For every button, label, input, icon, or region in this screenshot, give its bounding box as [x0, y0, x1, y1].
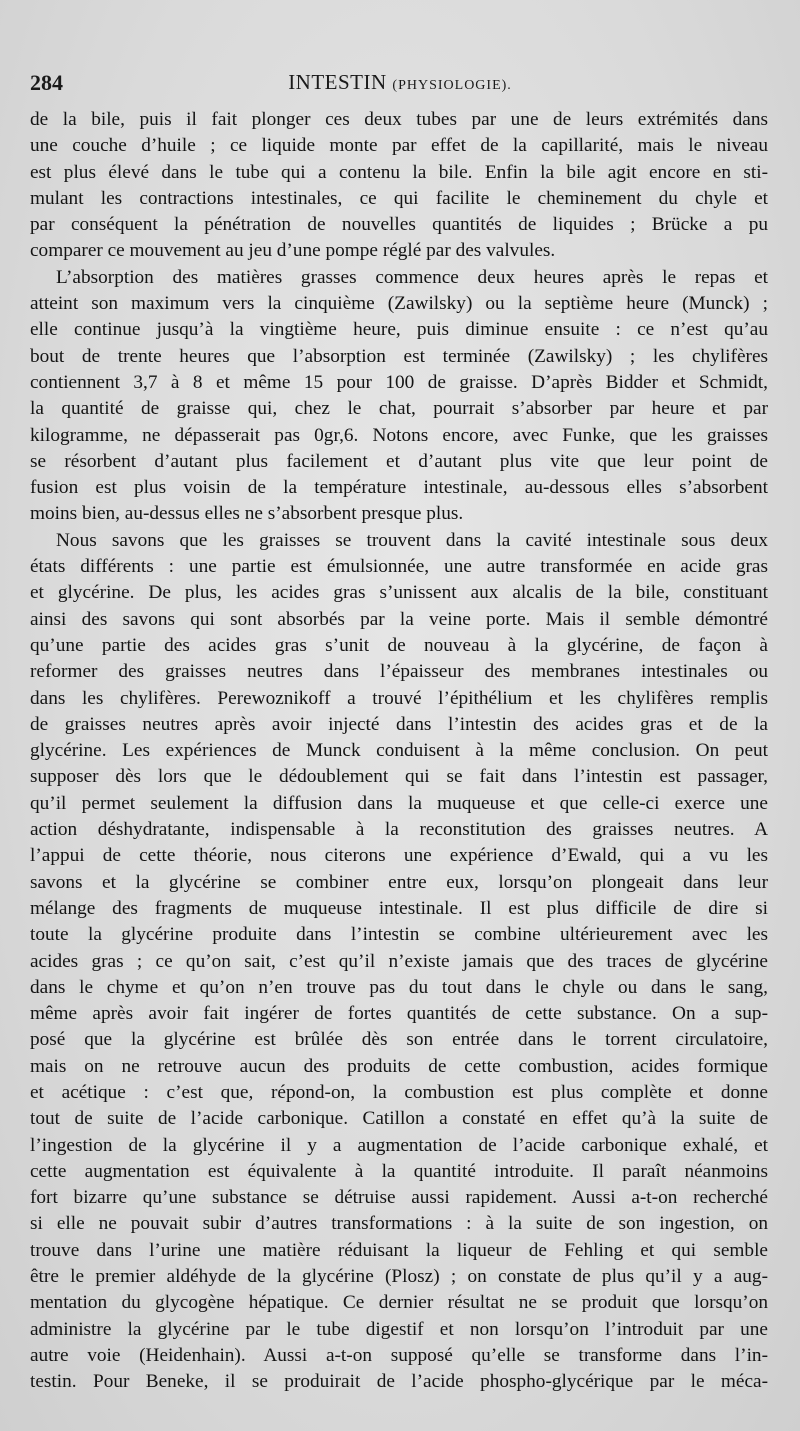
text-line: L’absorption des matières grasses commence deux heures après le repas et [56, 266, 768, 288]
text-line: même après avoir fait ingérer de fortes quantités de cette substance. On a sup- [30, 1003, 768, 1025]
text-line: mentation du glycogène hépatique. Ce dernier résultat ne se produit que lorsqu’on [30, 1292, 768, 1314]
text-line: et acétique : c’est que, répond-on, la combustion est plus complète et donne [30, 1081, 768, 1103]
text-line: mélange des fragments de muqueuse intestinale. Il est plus difficile de dire si [30, 897, 768, 919]
text-line: autre voie (Heidenhain). Aussi a-t-on supposé qu’elle se transforme dans l’in- [30, 1344, 768, 1366]
text-line: kilogramme, ne dépasserait pas 0gr,6. Notons encore, avec Funke, que les graisses [30, 424, 768, 446]
text-line: trouve dans l’urine une matière réduisant la liqueur de Fehling et qui semble [30, 1239, 768, 1261]
text-line: dans les chylifères. Perewoznikoff a trouvé l’épithélium et les chylifères remplis [30, 687, 768, 709]
text-line: supposer dès lors que le dédoublement qui se fait dans l’intestin est passager, [30, 766, 768, 788]
text-line: être le premier aldéhyde de la glycérine (Plosz) ; on constate de plus qu’il y a aug- [30, 1266, 768, 1288]
text-line: états différents : une partie est émulsionnée, une autre transformée en acide gras [30, 556, 768, 578]
text-line: une couche d’huile ; ce liquide monte par effet de la capillarité, mais le niveau [30, 135, 768, 157]
text-line: de la bile, puis il fait plonger ces deux tubes par une de leurs extrémités dans [30, 109, 768, 130]
running-title-main: INTESTIN [288, 70, 387, 94]
text-line: dans le chyme et qu’on n’en trouve pas du tout dans le chyle ou dans le sang, [30, 976, 768, 998]
text-line: de graisses neutres après avoir injecté dans l’intestin des acides gras et de la [30, 713, 768, 735]
text-line: posé que la glycérine est brûlée dès son entrée dans le torrent circulatoire, [30, 1029, 768, 1051]
page-header [30, 70, 770, 100]
text-line: mulant les contractions intestinales, ce qui facilite le cheminement du chyle et [30, 187, 768, 209]
text-line: est plus élevé dans le tube qui a contenu la bile. Enfin la bile agit encore en sti- [30, 161, 768, 183]
text-line: l’ingestion de la glycérine il y a augmentation de l’acide carbonique exhalé, et [30, 1134, 768, 1156]
page-number: 284 [30, 70, 63, 95]
text-line: contiennent 3,7 à 8 et même 15 pour 100 de graisse. D’après Bidder et Schmidt, [30, 371, 768, 393]
text-line: toute la glycérine produite dans l’intestin se combine ultérieurement avec les [30, 924, 768, 946]
text-line: comparer ce mouvement au jeu d’une pompe réglé par des valvules. [30, 240, 556, 262]
body-text [30, 107, 768, 1396]
text-line: fort bizarre qu’une substance se détruise aussi rapidement. Aussi a-t-on recherché [30, 1187, 768, 1209]
running-title-subtitle: (PHYSIOLOGIE). [392, 78, 512, 93]
text-line: se résorbent d’autant plus facilement et d’autant plus vite que leur point de [30, 450, 768, 472]
text-line: elle continue jusqu’à la vingtième heure, puis diminue ensuite : ce n’est qu’au [30, 319, 768, 341]
running-title [30, 70, 770, 95]
text-line: glycérine. Les expériences de Munck conduisent à la même conclusion. On peut [30, 740, 768, 762]
text-line: tout de suite de l’acide carbonique. Catillon a constaté en effet qu’à la suite de [30, 1108, 768, 1130]
text-line: mais on ne retrouve aucun des produits de cette combustion, acides formique [30, 1055, 768, 1077]
text-line: cette augmentation est équivalente à la quantité introduite. Il paraît néanmoins [30, 1160, 768, 1182]
text-line: ainsi des savons qui sont absorbés par la veine porte. Mais il semble démontré [30, 608, 768, 630]
text-line: atteint son maximum vers la cinquième (Zawilsky) ou la septième heure (Munck) ; [30, 293, 768, 315]
text-line: et glycérine. De plus, les acides gras s’unissent aux alcalis de la bile, constituant [30, 582, 768, 604]
text-line: savons et la glycérine se combiner entre eux, lorsqu’on plongeait dans leur [30, 871, 768, 893]
text-line: par conséquent la pénétration de nouvelles quantités de liquides ; Brücke a pu [30, 214, 768, 236]
text-line: qu’une partie des acides gras s’unit de nouveau à la glycérine, de façon à [30, 634, 768, 656]
text-line: testin. Pour Beneke, il se produirait de l’acide phospho-glycérique par le méca- [30, 1371, 768, 1393]
text-line: qu’il permet seulement la diffusion dans la muqueuse et que celle-ci exerce une [30, 792, 768, 814]
text-line: action déshydratante, indispensable à la reconstitution des graisses neutres. A [30, 819, 768, 841]
text-line: bout de trente heures que l’absorption est terminée (Zawilsky) ; les chylifères [30, 345, 768, 367]
text-line: Nous savons que les graisses se trouvent dans la cavité intestinale sous deux [56, 529, 768, 551]
text-line: la quantité de graisse qui, chez le chat, pourrait s’absorber par heure et par [30, 398, 768, 420]
text-line: reformer des graisses neutres dans l’épaisseur des membranes intestinales ou [30, 661, 768, 683]
text-line: l’appui de cette théorie, nous citerons une expérience d’Ewald, qui a vu les [30, 845, 768, 867]
text-line: administre la glycérine par le tube digestif et non lorsqu’on l’introduit par une [30, 1318, 768, 1340]
text-line: si elle ne pouvait subir d’autres transformations : à la suite de son ingestion, on [30, 1213, 768, 1235]
text-line: acides gras ; ce qu’on sait, c’est qu’il n’existe jamais que des traces de glycérine [30, 950, 768, 972]
text-line: fusion est plus voisin de la température intestinale, au-dessous elles s’absorbent [30, 477, 768, 499]
text-line: moins bien, au-dessus elles ne s’absorbent presque plus. [30, 503, 464, 525]
